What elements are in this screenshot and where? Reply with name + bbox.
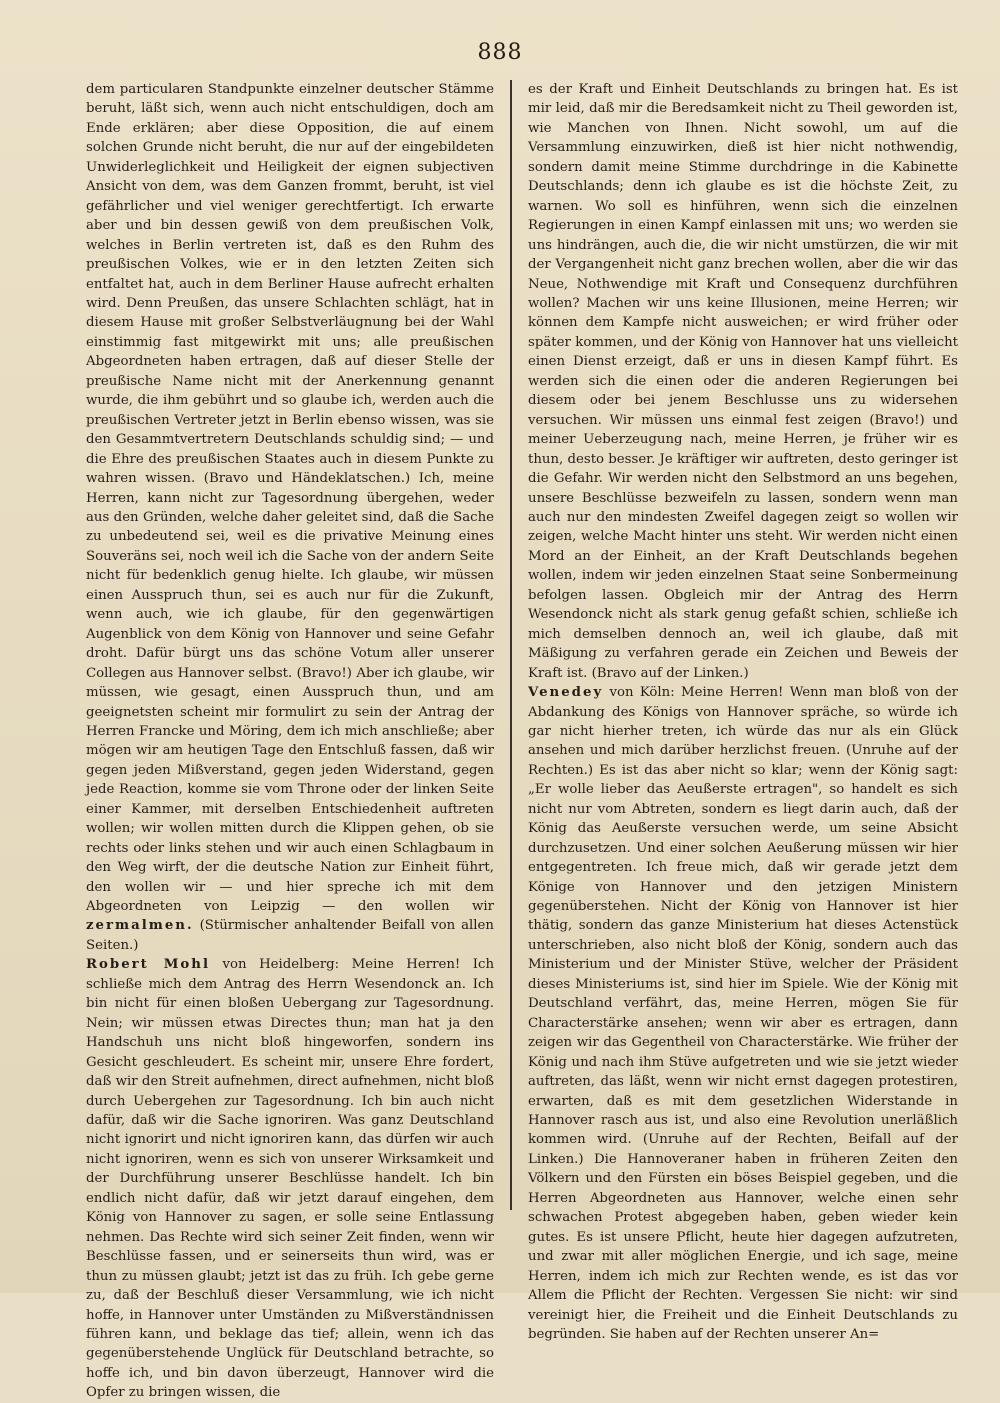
speaker-name: Venedey xyxy=(528,685,604,701)
column-divider xyxy=(510,80,512,1210)
page-number: 888 xyxy=(477,40,523,65)
left-column xyxy=(86,80,494,1403)
paragraph xyxy=(86,955,494,1402)
body-text: von Köln: Meine Herren! Wenn man bloß von der Abdankung des Königs von Hannover spräche, so würde ich gar nicht hierher treten, ich würde das nur als ein Glück ansehen und mich darüber herzlichst freuen. (Unruhe auf der Rechten.) Es ist das aber nicht so klar; wenn der König sagt: „Er wolle lieber das Aeußerste ertragen", so handelt es sich nicht nur vom Abtreten, sondern es liegt darin auch, daß der König das Aeußerste versuchen werde, um seine Absicht durchzusetzen. Und einer solchen Aeußerung müssen wir hier entgegentreten. Ich freue mich, daß wir gerade jetzt dem Könige von Hannover und den jetzigen Ministern gegenüberstehen. Nicht der König von Hannover ist hier thätig, sondern das ganze Ministerium hat dieses Actenstück unterschrieben, also nicht bloß der König, sondern auch das Ministerium und der Minister Stüve, welcher der Präsident dieses Ministeriums ist, sind hier im Spiele. Wie der König mit Deutschland verfährt, das, meine Herren, mögen Sie für Characterstärke ansehen; wenn wir aber es ertragen, dann zeigen wir das Gegentheil von Characterstärke. Wie früher der König und nach ihm Stüve aufgetreten und wie sie jetzt wieder auftreten, das läßt, wenn wir nicht ernst dagegen protestiren, erwarten, daß es mit dem gesetzlichen Widerstande in Hannover rasch aus ist, und also eine Revolution unerläßlich kommen wird. (Unruhe auf der Rechten, Beifall auf der Linken.) Die Hannoveraner haben in früheren Zeiten den Völkern und den Fürsten ein böses Beispiel gegeben, und die Herren Abgeordneten aus Hannover, welche einen sehr schwachen Protest abgegeben haben, geben wieder kein gutes. Es ist unsere Pflicht, heute hier dagegen aufzutreten, und zwar mit aller möglichen Energie, und ich sage, meine Herren, indem ich mich zur Rechten wende, es ist das vor Allem die Pflicht der Rechten. Vergessen Sie nicht: wir sind vereinigt hier, die Freiheit und die Einheit Deutschlands zu begründen. Sie haben auf der Rechten unserer An= xyxy=(528,685,958,1342)
paragraph xyxy=(528,683,958,1344)
paragraph xyxy=(528,80,958,683)
body-text: dem particularen Standpunkte einzelner deutscher Stämme beruht, läßt sich, wenn auch nicht entschuldigen, doch am Ende erklären; aber diese Opposition, die auf einem solchen Grunde nicht beruht, die nur auf der eingebildeten Unwiderleglichkeit und Heiligkeit der eignen subjectiven Ansicht von dem, was dem Ganzen frommt, beruht, ist viel gefährlicher und viel weniger gerechtfertigt. Ich erwarte aber und bin dessen gewiß von dem preußischen Volk, welches in Berlin vertreten ist, daß es den Ruhm des preußischen Volkes, wie er in den letzten Zeiten sich entfaltet hat, auch in dem Berliner Hause aufrecht erhalten wird. Denn Preußen, das unsere Schlachten schlägt, hat in diesem Hause mit großer Selbstverläugnung bei der Wahl einstimmig fast mitgewirkt mit uns; alle preußischen Abgeordneten haben ertragen, daß auf dieser Stelle der preußische Name nicht mit der Anerkennung genannt wurde, die ihm gebührt und so glaube ich, werden auch die preußischen Vertreter jetzt in Berlin ebenso wissen, was sie den Gesammtvertretern Deutschlands schuldig sind; — und die Ehre des preußischen Staates auch in diesem Punkte zu wahren wissen. (Bravo und Händeklatschen.) Ich, meine Herren, kann nicht zur Tagesordnung übergehen, weder aus den Gründen, welche daher geleitet sind, daß die Sache zu unbedeutend sei, weil es die privative Meinung eines Souveräns sei, noch weil ich die Sache von der andern Seite nicht für bedenklich genug hielte. Ich glaube, wir müssen einen Ausspruch thun, sei es auch nur für die Zukunft, wenn auch, wie ich glaube, für den gegenwärtigen Augenblick von dem König von Hannover und seine Gefahr droht. Dafür bürgt uns das schöne Votum aller unserer Collegen aus Hannover selbst. (Bravo!) Aber ich glaube, wir müssen, wie gesagt, einen Ausspruch thun, und am geeignetsten scheint mir formulirt zu sein der Antrag der Herren Francke und Möring, dem ich mich anschließe; aber mögen wir am heutigen Tage den Entschluß fassen, daß wir gegen jeden Mißverstand, gegen jeden Widerstand, gegen jede Reaction, komme sie vom Throne oder der linken Seite einer Kammer, mit derselben Entschiedenheit auftreten wollen; wir wollen mitten durch die Klippen gehen, ob sie rechts oder links stehen und wir auch einen Schlagbaum in den Weg wirft, der die deutsche Nation zur Einheit führt, den wollen wir — und hier spreche ich mit dem Abgeordneten von Leipzig — den wollen wir xyxy=(86,82,494,915)
body-text: (Stürmischer anhaltender Beifall von allen Seiten.) xyxy=(86,918,494,953)
body-text: es der Kraft und Einheit Deutschlands zu bringen hat. Es ist mir leid, daß mir die Beredsamkeit nicht zu Theil geworden ist, wie Manchen von Ihnen. Nicht sowohl, um auf die Versammlung einzuwirken, dieß ist hier nicht nothwendig, sondern damit meine Stimme durchdringe in die Kabinette Deutschlands; denn ich glaube es ist die höchste Zeit, zu warnen. Wo soll es hinführen, wenn sich die einzelnen Regierungen in einen Kampf einlassen mit uns; wo werden sie uns hindrängen, auch die, die wir nicht umstürzen, die wir mit der Vergangenheit nicht ganz brechen wollen, aber die wir das Neue, Nothwendige mit Kraft und Consequenz durchführen wollen? Machen wir uns keine Illusionen, meine Herren; wir können dem Kampfe nicht ausweichen; er wird früher oder später kommen, und der König von Hannover hat uns vielleicht einen Dienst erzeigt, daß er uns in diesen Kampf führt. Es werden sich die einen oder die anderen Regierungen bei diesem oder bei jenem Beschlusse uns zu widersehen versuchen. Wir müssen uns einmal fest zeigen (Bravo!) und meiner Ueberzeugung nach, meine Herren, je früher wir es thun, desto besser. Je kräftiger wir auftreten, desto geringer ist die Gefahr. Wir werden nicht den Selbstmord an uns begehen, unsere Beschlüsse bezweifeln zu lassen, sondern wenn man auch nur den mindesten Zweifel dagegen zeigt so wollen wir zeigen, welche Macht hinter uns steht. Wir werden nicht einen Mord an der Einheit, an der Kraft Deutschlands begehen wollen, indem wir jeden einzelnen Staat seine Sonbermeinung befolgen lassen. Obgleich mir der Antrag des Herrn Wesendonck nicht als stark genug gefaßt schien, schließe ich mich demselben dennoch an, weil ich glaube, daß mit Mäßigung zu verfahren gerade ein Zeichen und Beweis der Kraft ist. (Bravo auf der Linken.) xyxy=(528,82,958,681)
emphasized-text: zermalmen. xyxy=(86,918,194,934)
paragraph xyxy=(86,80,494,955)
speaker-name: Robert Mohl xyxy=(86,957,211,973)
body-text: von Heidelberg: Meine Herren! Ich schließe mich dem Antrag des Herrn Wesendonck an. Ich bin nicht für einen bloßen Uebergang zur Tagesordnung. Nein; wir müssen etwas Directes thun; man hat ja den Handschuh uns nicht bloß hingeworfen, sondern ins Gesicht geschleudert. Es scheint mir, unsere Ehre fordert, daß wir den Streit aufnehmen, direct aufnehmen, nicht bloß durch Uebergehen zur Tagesordnung. Ich bin auch nicht dafür, daß wir die Sache ignoriren. Was ganz Deutschland nicht ignorirt und nicht ignoriren kann, das dürfen wir auch nicht ignoriren, wenn es sich von unserer Wirksamkeit und der Durchführung unserer Beschlüsse handelt. Ich bin endlich nicht dafür, daß wir jetzt darauf eingehen, dem König von Hannover zu sagen, er solle seine Entlassung nehmen. Das Rechte wird sich seiner Zeit finden, wenn wir Beschlüsse fassen, und er seinerseits thun wird, was er thun zu müssen glaubt; jetzt ist das zu früh. Ich gebe gerne zu, daß der Beschluß dieser Versammlung, wie ich nicht hoffe, in Hannover unter Umständen zu Mißverständnissen führen kann, und beklage das tief; allein, wenn ich das gegenüberstehende Unglück für Deutschland betrachte, so hoffe ich, und bin davon überzeugt, Hannover wird die Opfer zu bringen wissen, die xyxy=(86,957,495,1401)
right-column xyxy=(528,80,958,1344)
